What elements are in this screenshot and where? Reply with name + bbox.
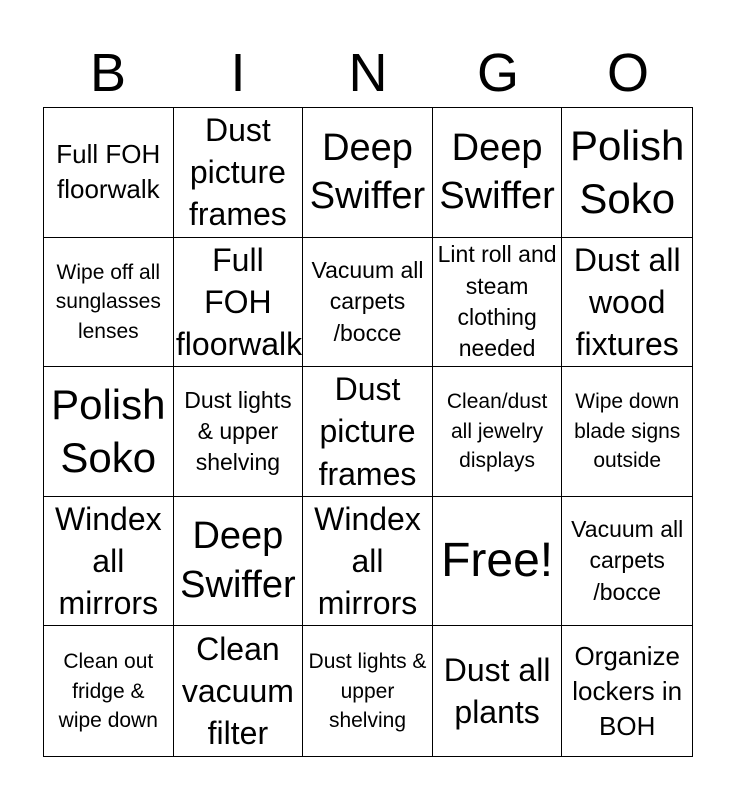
- cell-text: Dust picture frames: [318, 371, 417, 492]
- cell-text: Windex all mirrors: [54, 500, 162, 622]
- cell-text: Dust lights & upper shelving: [308, 650, 427, 732]
- bingo-board: [43, 107, 693, 757]
- bingo-cell[interactable]: [433, 108, 563, 238]
- cell-text: Dust lights & upper shelving: [184, 386, 292, 476]
- cell-text: Clean out fridge & wipe down: [58, 650, 158, 732]
- cell-text: Polish Soko: [51, 381, 166, 482]
- bingo-header: [43, 40, 693, 106]
- cell-text: Dust picture frames: [188, 111, 287, 233]
- bingo-cell[interactable]: [303, 626, 433, 756]
- bingo-cell[interactable]: [44, 238, 174, 368]
- cell-text: Dust all plants: [443, 651, 551, 731]
- bingo-cell[interactable]: [433, 367, 563, 497]
- bingo-cell[interactable]: [562, 238, 692, 368]
- header-letter-n: N: [348, 43, 388, 103]
- bingo-cell[interactable]: [44, 497, 174, 627]
- cell-text: Dust all wood fixtures: [573, 241, 681, 363]
- bingo-cell[interactable]: [44, 626, 174, 756]
- cell-text: Clean/dust all jewelry displays: [446, 390, 548, 473]
- cell-text: Deep Swiffer: [439, 126, 555, 218]
- cell-text: Full FOH floorwalk: [56, 139, 161, 205]
- cell-text: Vacuum all carpets /bocce: [311, 256, 424, 346]
- cell-text: Windex all mirrors: [314, 500, 421, 622]
- bingo-cell[interactable]: [433, 238, 563, 368]
- cell-text: Free!: [441, 534, 554, 588]
- bingo-cell[interactable]: [562, 367, 692, 497]
- bingo-cell[interactable]: [44, 108, 174, 238]
- bingo-cell[interactable]: [174, 367, 304, 497]
- bingo-cell[interactable]: [562, 497, 692, 627]
- bingo-cell[interactable]: [174, 497, 304, 627]
- header-letter-g: G: [476, 43, 519, 103]
- cell-text: Deep Swiffer: [180, 515, 296, 607]
- header-letter-i: I: [230, 43, 246, 103]
- bingo-cell[interactable]: [433, 497, 563, 627]
- cell-text: Wipe off all sunglasses lenses: [55, 260, 161, 343]
- bingo-cell[interactable]: [562, 108, 692, 238]
- header-letter-b: B: [89, 43, 127, 103]
- bingo-cell[interactable]: [303, 497, 433, 627]
- cell-text: Organize lockers in BOH: [572, 640, 683, 741]
- cell-text: Clean vacuum filter: [181, 630, 294, 752]
- cell-text: Polish Soko: [569, 121, 685, 223]
- bingo-cell[interactable]: [174, 626, 304, 756]
- header-letter-o: O: [606, 43, 649, 103]
- cell-text: Deep Swiffer: [309, 126, 426, 218]
- cell-text: Vacuum all carpets /bocce: [571, 516, 684, 605]
- cell-text: Wipe down blade signs outside: [574, 390, 681, 473]
- bingo-cell[interactable]: [562, 626, 692, 756]
- cell-text: Full FOH floorwalk: [175, 241, 303, 363]
- bingo-cell[interactable]: [303, 238, 433, 368]
- bingo-cell[interactable]: [303, 367, 433, 497]
- cell-text: Lint roll and steam clothing needed: [437, 241, 557, 362]
- bingo-cell[interactable]: [44, 367, 174, 497]
- bingo-cell[interactable]: [303, 108, 433, 238]
- bingo-cell[interactable]: [433, 626, 563, 756]
- bingo-cell[interactable]: [174, 108, 304, 238]
- bingo-cell[interactable]: [174, 238, 304, 368]
